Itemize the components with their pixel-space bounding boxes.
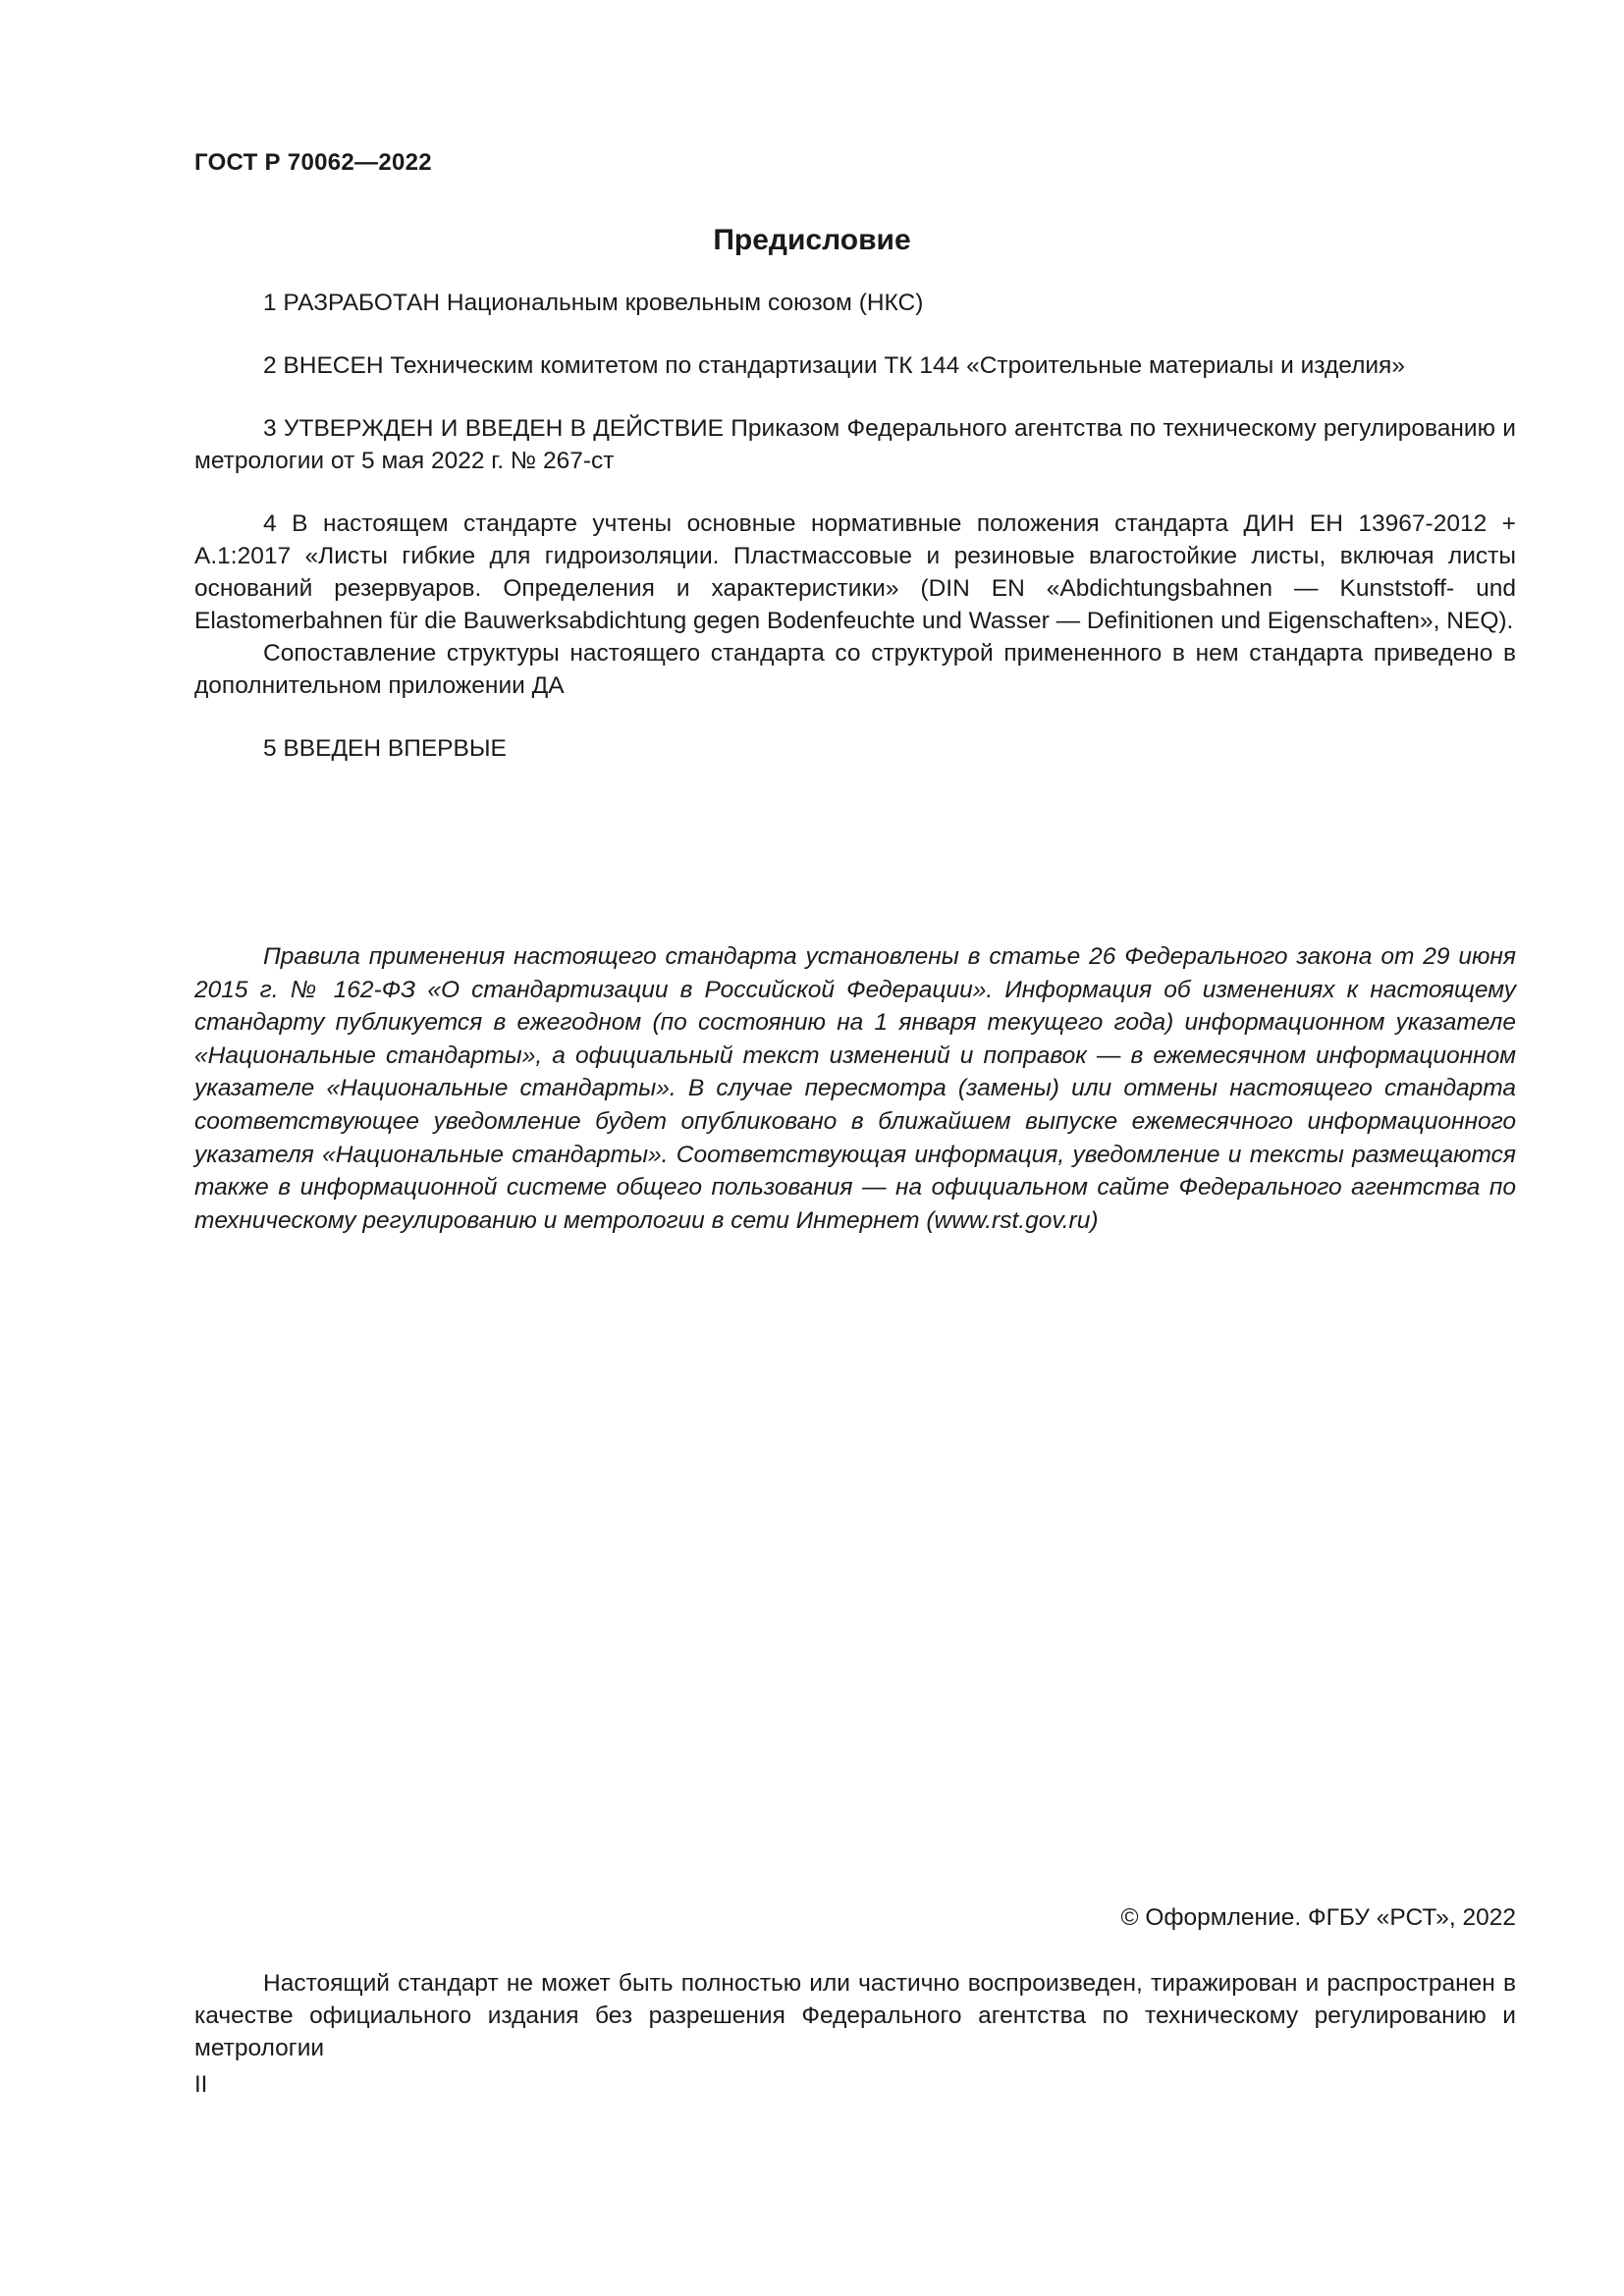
reproduction-disclaimer: Настоящий стандарт не может быть полностью или частично воспроизведен, тиражирован и распространен в качестве официального издания без разрешения Федерального агентства по техническому регулированию и метрологии [194, 1970, 1516, 2061]
foreword-item-2: 2 ВНЕСЕН Техническим комитетом по стандартизации ТК 144 «Строительные материалы и изделия» [263, 352, 1405, 379]
foreword-item-4-comparison: Сопоставление структуры настоящего стандарта со структурой примененного в нем стандарта приведено в дополнительном приложении ДА [194, 640, 1516, 699]
foreword-item-3: 3 УТВЕРЖДЕН И ВВЕДЕН В ДЕЙСТВИЕ Приказом Федерального агентства по техническому регулированию и метрологии от 5 мая 2022 г. № 267-ст [194, 415, 1516, 474]
document-code: ГОСТ Р 70062—2022 [194, 149, 432, 176]
foreword-item-5: 5 ВВЕДЕН ВПЕРВЫЕ [263, 735, 507, 762]
page-title: Предисловие [713, 224, 911, 256]
foreword-item-4: 4 В настоящем стандарте учтены основные нормативные положения стандарта ДИН ЕН 13967-2012 + А.1:2017 «Листы гибкие для гидроизоляции. Пластмассовые и резиновые влагостойкие листы, включая листы оснований резервуаров. Определения и характеристики» (DIN EN «Abdichtungsbahnen — Kunststoff- und Elastomerbahnen für die Bauwerksabdichtung gegen Bodenfeuchte und Wasser — Definitionen und Eigenschaften», NEQ). [194, 510, 1516, 634]
copyright-notice: © Оформление. ФГБУ «РСТ», 2022 [1120, 1904, 1516, 1931]
foreword-item-1: 1 РАЗРАБОТАН Национальным кровельным союзом (НКС) [263, 290, 924, 316]
page-number: II [194, 2071, 208, 2098]
application-rules-note: Правила применения настоящего стандарта установлены в статье 26 Федерального закона от 29 июня 2015 г. № 162-ФЗ «О стандартизации в Российской Федерации». Информация об изменениях к настоящему стандарту публикуется в ежегодном (по состоянию на 1 января текущего года) информационном указателе «Национальные стандарты», а официальный текст изменений и поправок — в ежемесячном информационном указателе «Национальные стандарты». В случае пересмотра (замены) или отмены настоящего стандарта соответствующее уведомление будет опубликовано в ближайшем выпуске ежемесячного информационного указателя «Национальные стандарты». Соответствующая информация, уведомление и тексты размещаются также в информационной системе общего пользования — на официальном сайте Федерального агентства по техническому регулированию и метрологии в сети Интернет (www.rst.gov.ru) [194, 943, 1516, 1234]
foreword-body [194, 287, 1516, 765]
